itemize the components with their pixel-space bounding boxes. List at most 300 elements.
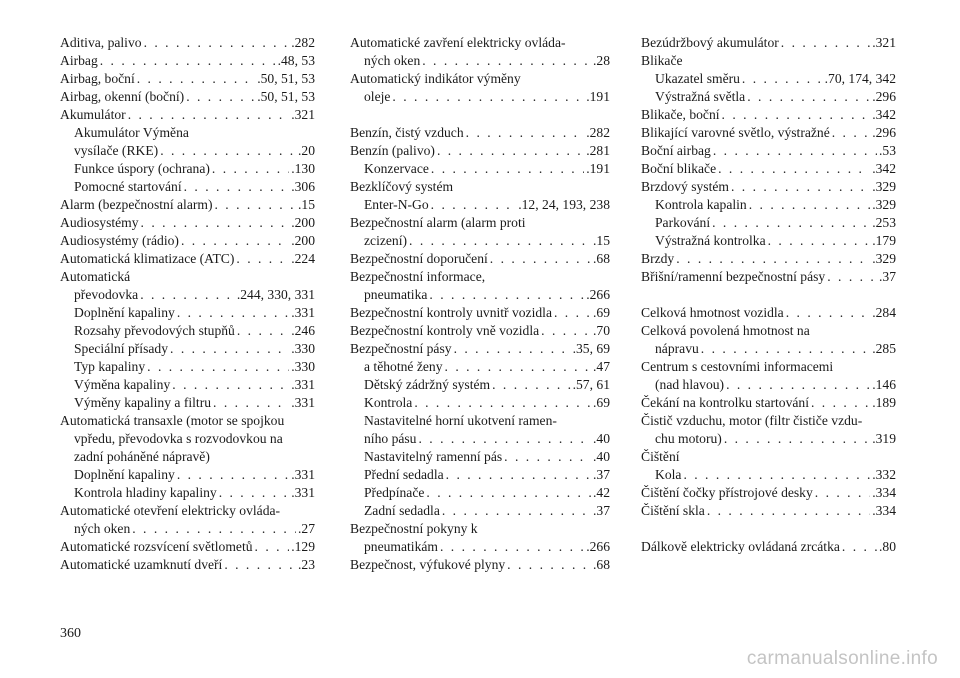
index-entry bbox=[60, 214, 315, 232]
index-entry-pages: .68 bbox=[593, 251, 610, 266]
index-entry-term: Bezklíčový systém bbox=[350, 179, 454, 194]
index-entry-term: Automatická transaxle (motor se spojkou bbox=[60, 413, 285, 428]
dot-leader bbox=[409, 232, 591, 250]
index-entry bbox=[350, 88, 610, 106]
index-entry-term: Celková hmotnost vozidla bbox=[641, 305, 784, 320]
index-entry bbox=[641, 34, 896, 52]
index-entry-pages: .224 bbox=[291, 251, 315, 266]
index-entry-pages: .15 bbox=[298, 197, 315, 212]
index-entry bbox=[350, 412, 610, 430]
index-entry-term: Kola bbox=[655, 467, 682, 482]
index-entry-pages: .253 bbox=[872, 215, 896, 230]
index-entry-term: Nastavitelný ramenní pás bbox=[364, 449, 503, 464]
dot-leader bbox=[747, 88, 870, 106]
index-entry bbox=[60, 376, 315, 394]
dot-leader bbox=[726, 376, 870, 394]
dot-leader bbox=[815, 484, 870, 502]
index-entry-pages: .331 bbox=[291, 485, 315, 500]
index-entry-term: zcizení) bbox=[364, 233, 408, 248]
index-entry bbox=[350, 466, 610, 484]
index-entry bbox=[60, 160, 315, 178]
index-entry-pages: .191 bbox=[586, 89, 610, 104]
dot-leader bbox=[718, 160, 870, 178]
index-entry bbox=[350, 484, 610, 502]
index-entry-term: Aditiva, palivo bbox=[60, 35, 142, 50]
index-entry bbox=[350, 286, 610, 304]
index-entry-term: Bezpečnostní kontroly uvnitř vozidla bbox=[350, 305, 552, 320]
dot-leader bbox=[219, 484, 290, 502]
index-entry bbox=[60, 70, 315, 88]
index-entry-term: Audiosystémy bbox=[60, 215, 139, 230]
index-entry-pages: .179 bbox=[872, 233, 896, 248]
dot-leader bbox=[676, 250, 870, 268]
index-entry bbox=[350, 70, 610, 88]
index-entry-term: chu motoru) bbox=[655, 431, 722, 446]
index-entry-term: Benzín, čistý vzduch bbox=[350, 125, 464, 140]
index-entry-pages: .281 bbox=[586, 143, 610, 158]
index-entry bbox=[60, 412, 315, 430]
dot-leader bbox=[431, 160, 584, 178]
index-entry bbox=[350, 538, 610, 556]
index-entry-pages: .296 bbox=[872, 89, 896, 104]
index-entry bbox=[60, 556, 315, 574]
index-entry-term: Výměny kapaliny a filtru bbox=[74, 395, 212, 410]
index-entry-pages: .332 bbox=[872, 467, 896, 482]
index-entry-pages: .146 bbox=[872, 377, 896, 392]
dot-leader bbox=[445, 358, 591, 376]
index-entry bbox=[60, 88, 315, 106]
dot-leader bbox=[128, 106, 290, 124]
dot-leader bbox=[440, 538, 584, 556]
index-entry-term: Bezpečnost, výfukové plyny bbox=[350, 557, 506, 572]
index-entry-term: Kontrola kapalin bbox=[655, 197, 747, 212]
index-entry bbox=[350, 196, 610, 214]
dot-leader bbox=[832, 124, 870, 142]
index-entry-term: Celková povolená hmotnost na bbox=[641, 323, 810, 338]
index-entry-term: Typ kapaliny bbox=[74, 359, 146, 374]
index-entry-pages: .334 bbox=[872, 485, 896, 500]
index-entry-pages: .329 bbox=[872, 179, 896, 194]
index-entry-term: nápravu bbox=[655, 341, 699, 356]
index-entry-pages: .329 bbox=[872, 251, 896, 266]
index-entry bbox=[350, 52, 610, 70]
index-entry bbox=[350, 34, 610, 52]
index-entry-pages: .40 bbox=[593, 449, 610, 464]
index-entry-term: Airbag, boční bbox=[60, 71, 135, 86]
index-entry-term: Automatické otevření elektricky ovláda- bbox=[60, 503, 281, 518]
index-entry-term: Blikající varovné světlo, výstražné bbox=[641, 125, 830, 140]
dot-leader bbox=[454, 340, 571, 358]
index-entry-pages: .27 bbox=[298, 521, 315, 536]
index-entry bbox=[641, 304, 896, 322]
dot-leader bbox=[255, 538, 290, 556]
index-entry bbox=[60, 520, 315, 538]
watermark: carmanualsonline.info bbox=[746, 648, 938, 669]
dot-leader bbox=[466, 124, 585, 142]
index-entry-term: Dětský zádržný systém bbox=[364, 377, 491, 392]
index-entry bbox=[641, 322, 896, 340]
index-entry-term: převodovka bbox=[74, 287, 139, 302]
index-entry-term: Bezpečnostní kontroly vně vozidla bbox=[350, 323, 540, 338]
index-entry-term: Automatické zavření elektricky ovláda- bbox=[350, 35, 566, 50]
index-entry-term: pneumatika bbox=[364, 287, 428, 302]
index-gap bbox=[641, 286, 896, 304]
index-entry-pages: .329 bbox=[872, 197, 896, 212]
index-entry-pages: .130 bbox=[291, 161, 315, 176]
dot-leader bbox=[186, 88, 255, 106]
index-entry-pages: .266 bbox=[586, 539, 610, 554]
dot-leader bbox=[811, 394, 870, 412]
index-entry bbox=[60, 538, 315, 556]
index-entry-term: Přední sedadla bbox=[364, 467, 444, 482]
index-entry-term: Brzdový systém bbox=[641, 179, 729, 194]
index-entry-pages: .189 bbox=[872, 395, 896, 410]
dot-leader bbox=[418, 430, 591, 448]
index-entry-pages: .50, 51, 53 bbox=[257, 71, 315, 86]
index-entry bbox=[641, 340, 896, 358]
index-entry-pages: .284 bbox=[872, 305, 896, 320]
dot-leader bbox=[213, 394, 289, 412]
index-entry bbox=[641, 466, 896, 484]
index-entry-term: a těhotné ženy bbox=[364, 359, 443, 374]
dot-leader bbox=[724, 430, 870, 448]
index-entry-pages: .321 bbox=[872, 35, 896, 50]
index-entry bbox=[350, 448, 610, 466]
dot-leader bbox=[392, 88, 584, 106]
index-entry bbox=[350, 340, 610, 358]
index-entry-pages: .70, 174, 342 bbox=[824, 71, 896, 86]
index-entry bbox=[641, 160, 896, 178]
index-entry-pages: .330 bbox=[291, 359, 315, 374]
index-entry-pages: .200 bbox=[291, 233, 315, 248]
index-entry-term: Bezpečnostní pokyny k bbox=[350, 521, 478, 536]
index-entry bbox=[350, 160, 610, 178]
index-entry-pages: .334 bbox=[872, 503, 896, 518]
index-entry-pages: .69 bbox=[593, 305, 610, 320]
index-entry-term: Pomocné startování bbox=[74, 179, 182, 194]
index-entry bbox=[60, 502, 315, 520]
index-entry-pages: .191 bbox=[586, 161, 610, 176]
index-entry-pages: .40 bbox=[593, 431, 610, 446]
index-entry-term: ných oken bbox=[364, 53, 421, 68]
index-entry bbox=[641, 52, 896, 70]
index-entry-pages: .306 bbox=[291, 179, 315, 194]
index-entry-pages: .331 bbox=[291, 305, 315, 320]
index-entry-pages: .129 bbox=[291, 539, 315, 554]
index-entry bbox=[641, 214, 896, 232]
index-entry-term: Blikače bbox=[641, 53, 683, 68]
index-entry bbox=[350, 250, 610, 268]
index-entry-term: Kontrola hladiny kapaliny bbox=[74, 485, 217, 500]
index-entry-pages: .23 bbox=[298, 557, 315, 572]
index-entry-term: Konzervace bbox=[364, 161, 429, 176]
index-column-3 bbox=[641, 34, 896, 556]
index-entry-term: ního pásu bbox=[364, 431, 417, 446]
dot-leader bbox=[144, 34, 290, 52]
index-entry-term: zadní poháněné nápravě) bbox=[74, 449, 210, 464]
dot-leader bbox=[184, 178, 290, 196]
dot-leader bbox=[786, 304, 870, 322]
dot-leader bbox=[132, 520, 296, 538]
index-entry bbox=[641, 142, 896, 160]
index-entry bbox=[60, 322, 315, 340]
index-entry-pages: .246 bbox=[291, 323, 315, 338]
index-entry-pages: .330 bbox=[291, 341, 315, 356]
index-entry bbox=[641, 106, 896, 124]
index-entry-pages: .28 bbox=[593, 53, 610, 68]
index-entry bbox=[350, 178, 610, 196]
index-entry bbox=[60, 250, 315, 268]
index-entry bbox=[350, 304, 610, 322]
index-entry bbox=[60, 34, 315, 52]
index-entry bbox=[350, 142, 610, 160]
dot-leader bbox=[492, 376, 571, 394]
index-entry-pages: .37 bbox=[593, 503, 610, 518]
index-entry-pages: .12, 24, 193, 238 bbox=[518, 197, 610, 212]
dot-leader bbox=[215, 196, 297, 214]
dot-leader bbox=[177, 304, 289, 322]
dot-leader bbox=[781, 34, 870, 52]
index-entry-term: Automatické uzamknutí dveří bbox=[60, 557, 223, 572]
index-entry bbox=[641, 448, 896, 466]
dot-leader bbox=[429, 286, 584, 304]
index-entry-pages: .20 bbox=[298, 143, 315, 158]
index-entry-term: Čištění skla bbox=[641, 503, 705, 518]
dot-leader bbox=[713, 142, 877, 160]
index-entry-term: Zadní sedadla bbox=[364, 503, 440, 518]
index-entry-pages: .321 bbox=[291, 107, 315, 122]
dot-leader bbox=[442, 502, 591, 520]
index-entry-term: Bezpečnostní pásy bbox=[350, 341, 452, 356]
dot-leader bbox=[181, 232, 289, 250]
index-gap bbox=[350, 106, 610, 124]
index-entry bbox=[60, 340, 315, 358]
index-entry-term: Bezpečnostní alarm (alarm proti bbox=[350, 215, 526, 230]
dot-leader bbox=[554, 304, 591, 322]
dot-leader bbox=[147, 358, 289, 376]
index-entry-term: Dálkově elektricky ovládaná zrcátka bbox=[641, 539, 840, 554]
index-entry bbox=[60, 232, 315, 250]
index-entry-pages: .285 bbox=[872, 341, 896, 356]
index-entry-term: Předpínače bbox=[364, 485, 425, 500]
index-entry bbox=[350, 430, 610, 448]
index-entry bbox=[641, 250, 896, 268]
index-entry-pages: .331 bbox=[291, 395, 315, 410]
index-entry-term: Rozsahy převodových stupňů bbox=[74, 323, 235, 338]
index-entry-term: Bezpečnostní informace, bbox=[350, 269, 486, 284]
dot-leader bbox=[541, 322, 591, 340]
index-entry-pages: .282 bbox=[586, 125, 610, 140]
index-entry-term: Audiosystémy (rádio) bbox=[60, 233, 179, 248]
dot-leader bbox=[749, 196, 870, 214]
index-entry-term: Břišní/ramenní bezpečnostní pásy bbox=[641, 269, 826, 284]
index-entry bbox=[350, 124, 610, 142]
index-entry-pages: .266 bbox=[586, 287, 610, 302]
index-entry bbox=[641, 232, 896, 250]
index-entry-term: Automatický indikátor výměny bbox=[350, 71, 521, 86]
dot-leader bbox=[414, 394, 591, 412]
index-entry-term: Parkování bbox=[655, 215, 711, 230]
index-entry-term: Bezúdržbový akumulátor bbox=[641, 35, 779, 50]
index-entry bbox=[350, 502, 610, 520]
index-entry-term: Alarm (bezpečnostní alarm) bbox=[60, 197, 213, 212]
index-entry bbox=[641, 268, 896, 286]
index-entry bbox=[60, 430, 315, 448]
index-entry-pages: .342 bbox=[872, 161, 896, 176]
index-entry-term: Automatické rozsvícení světlometů bbox=[60, 539, 253, 554]
index-entry-pages: .331 bbox=[291, 377, 315, 392]
index-entry-term: Centrum s cestovními informacemi bbox=[641, 359, 834, 374]
index-column-2 bbox=[350, 34, 610, 574]
index-entry bbox=[641, 394, 896, 412]
index-entry-pages: .37 bbox=[593, 467, 610, 482]
index-entry-pages: .244, 330, 331 bbox=[236, 287, 315, 302]
index-entry bbox=[641, 178, 896, 196]
index-entry-pages: .68 bbox=[593, 557, 610, 572]
index-entry bbox=[60, 394, 315, 412]
index-entry-term: Automatická klimatizace (ATC) bbox=[60, 251, 235, 266]
index-entry bbox=[350, 232, 610, 250]
dot-leader bbox=[683, 466, 870, 484]
index-entry-pages: .282 bbox=[291, 35, 315, 50]
index-entry bbox=[641, 430, 896, 448]
dot-leader bbox=[507, 556, 591, 574]
index-entry-pages: .342 bbox=[872, 107, 896, 122]
index-entry bbox=[60, 52, 315, 70]
index-entry bbox=[350, 520, 610, 538]
index-entry-term: Doplnění kapaliny bbox=[74, 305, 175, 320]
index-entry-term: Čekání na kontrolku startování bbox=[641, 395, 809, 410]
dot-leader bbox=[160, 142, 296, 160]
dot-leader bbox=[236, 250, 289, 268]
dot-leader bbox=[426, 484, 591, 502]
dot-leader bbox=[504, 448, 591, 466]
dot-leader bbox=[731, 178, 870, 196]
dot-leader bbox=[701, 340, 870, 358]
dot-leader bbox=[422, 52, 591, 70]
index-column-1 bbox=[60, 34, 315, 574]
index-entry bbox=[641, 196, 896, 214]
index-entry bbox=[350, 214, 610, 232]
index-entry bbox=[60, 358, 315, 376]
index-entry-term: Kontrola bbox=[364, 395, 413, 410]
index-entry-term: Čistič vzduchu, motor (filtr čističe vzdu- bbox=[641, 413, 863, 428]
index-entry-term: Nastavitelné horní ukotvení ramen- bbox=[364, 413, 557, 428]
index-entry-pages: .35, 69 bbox=[572, 341, 610, 356]
dot-leader bbox=[446, 466, 591, 484]
index-entry bbox=[60, 304, 315, 322]
index-entry bbox=[60, 178, 315, 196]
index-entry bbox=[60, 268, 315, 286]
dot-leader bbox=[722, 106, 871, 124]
index-entry-pages: .50, 51, 53 bbox=[257, 89, 315, 104]
index-entry-term: Funkce úspory (ochrana) bbox=[74, 161, 210, 176]
index-entry bbox=[60, 124, 315, 142]
index-entry-term: Airbag, okenní (boční) bbox=[60, 89, 185, 104]
index-entry-term: Výstražná kontrolka bbox=[655, 233, 766, 248]
index-entry-term: Brzdy bbox=[641, 251, 675, 266]
dot-leader bbox=[237, 322, 289, 340]
dot-leader bbox=[140, 286, 235, 304]
index-entry bbox=[641, 70, 896, 88]
index-entry-term: Blikače, boční bbox=[641, 107, 720, 122]
index-entry-pages: .42 bbox=[593, 485, 610, 500]
index-entry-pages: .80 bbox=[879, 539, 896, 554]
index-entry bbox=[350, 322, 610, 340]
dot-leader bbox=[212, 160, 289, 178]
index-entry bbox=[60, 142, 315, 160]
index-entry-term: Bezpečnostní doporučení bbox=[350, 251, 488, 266]
index-entry-term: Doplnění kapaliny bbox=[74, 467, 175, 482]
index-entry bbox=[350, 268, 610, 286]
index-gap bbox=[641, 520, 896, 538]
dot-leader bbox=[224, 556, 296, 574]
index-entry-term: pneumatikám bbox=[364, 539, 438, 554]
index-entry bbox=[641, 358, 896, 376]
index-entry bbox=[641, 502, 896, 520]
index-entry bbox=[641, 88, 896, 106]
index-entry-pages: .69 bbox=[593, 395, 610, 410]
index-entry-term: Výměna kapaliny bbox=[74, 377, 171, 392]
dot-leader bbox=[827, 268, 877, 286]
index-entry-term: oleje bbox=[364, 89, 391, 104]
index-entry-term: Airbag bbox=[60, 53, 98, 68]
index-entry-term: Speciální přísady bbox=[74, 341, 169, 356]
index-entry-pages: .57, 61 bbox=[572, 377, 610, 392]
dot-leader bbox=[170, 340, 289, 358]
index-entry-pages: .319 bbox=[872, 431, 896, 446]
index-entry-term: Benzín (palivo) bbox=[350, 143, 435, 158]
index-entry-term: Akumulátor Výměna bbox=[74, 125, 189, 140]
index-entry bbox=[60, 448, 315, 466]
index-entry-pages: .53 bbox=[879, 143, 896, 158]
index-entry bbox=[350, 358, 610, 376]
index-entry-term: vpředu, převodovka s rozvodovkou na bbox=[74, 431, 283, 446]
index-entry bbox=[350, 394, 610, 412]
index-entry-term: ných oken bbox=[74, 521, 131, 536]
index-entry-term: Akumulátor bbox=[60, 107, 126, 122]
index-entry-term: Čištění čočky přístrojové desky bbox=[641, 485, 813, 500]
index-entry-term: Ukazatel směru bbox=[655, 71, 740, 86]
index-entry-term: Výstražná světla bbox=[655, 89, 746, 104]
index-entry-term: (nad hlavou) bbox=[655, 377, 725, 392]
index-entry-term: Automatická bbox=[60, 269, 131, 284]
index-entry bbox=[60, 484, 315, 502]
index-entry-pages: .70 bbox=[593, 323, 610, 338]
index-entry bbox=[60, 286, 315, 304]
index-entry-pages: .47 bbox=[593, 359, 610, 374]
index-entry-pages: .200 bbox=[291, 215, 315, 230]
index-entry-term: vysílače (RKE) bbox=[74, 143, 159, 158]
dot-leader bbox=[768, 232, 871, 250]
dot-leader bbox=[137, 70, 255, 88]
dot-leader bbox=[742, 70, 823, 88]
index-entry bbox=[350, 376, 610, 394]
dot-leader bbox=[437, 142, 584, 160]
index-entry bbox=[350, 556, 610, 574]
dot-leader bbox=[177, 466, 289, 484]
dot-leader bbox=[707, 502, 870, 520]
index-entry bbox=[641, 376, 896, 394]
page-number: 360 bbox=[60, 626, 81, 641]
dot-leader bbox=[100, 52, 276, 70]
index-entry bbox=[641, 124, 896, 142]
index-entry bbox=[60, 196, 315, 214]
index-entry-pages: .15 bbox=[593, 233, 610, 248]
dot-leader bbox=[431, 196, 517, 214]
index-entry-term: Čištění bbox=[641, 449, 680, 464]
index-entry bbox=[641, 412, 896, 430]
